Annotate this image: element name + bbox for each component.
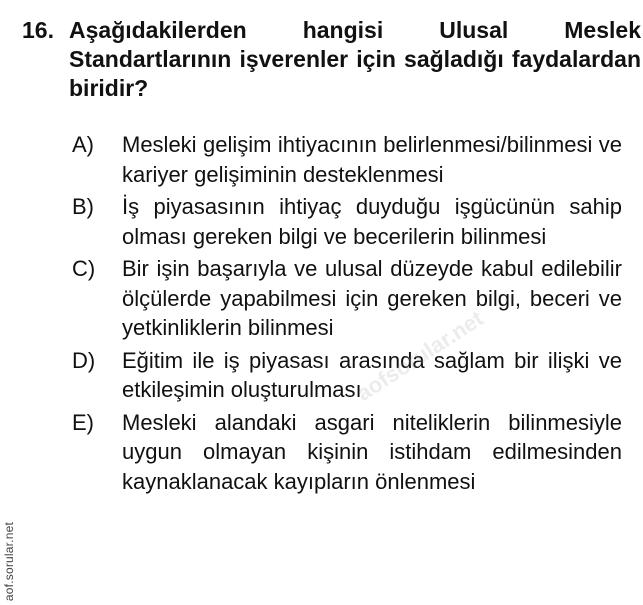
option-b[interactable] [72, 192, 622, 251]
option-a-text: Mesleki gelişim ihtiyacının belirlenmesi/bilinmesi ve kariyer gelişiminin desteklenmesi [122, 132, 622, 187]
option-d[interactable] [72, 346, 622, 405]
option-e-letter: E) [72, 409, 94, 435]
option-c-text: Bir işin başarıyla ve ulusal düzeyde kabul edilebilir ölçülerde yapabilmesi için gereken bilgi, beceri ve yetkinliklerin bilinmesi [122, 256, 622, 340]
side-watermark: aof.sorular.net [2, 521, 16, 601]
question-text: Aşağıdakilerden hangisi Ulusal Meslek Standartlarının işverenler için sağladığı faydalardan biridir? [69, 17, 641, 101]
diagonal-watermark: aofsorular.net [352, 305, 488, 406]
option-b-letter: B) [72, 194, 94, 219]
answer-options [72, 130, 622, 499]
option-a[interactable] [72, 130, 622, 189]
option-e-text: Mesleki alandaki asgari niteliklerin bilinmesiyle uygun olmayan kişinin istihdam edilmesinden kaynaklanacak kayıpların önlenmesi [122, 409, 622, 494]
option-e[interactable] [72, 408, 622, 497]
option-a-letter: A) [72, 132, 94, 157]
question-number: 16. [22, 17, 54, 43]
option-b-text: İş piyasasının ihtiyaç duyduğu işgücünün sahip olması gereken bilgi ve becerilerin bilinmesi [122, 194, 622, 249]
option-c-letter: C) [72, 256, 96, 281]
option-d-letter: D) [72, 347, 96, 373]
option-d-text: Eğitim ile iş piyasası arasında sağlam bir ilişki ve etkileşimin oluşturulması [122, 347, 622, 402]
option-c[interactable] [72, 254, 622, 343]
